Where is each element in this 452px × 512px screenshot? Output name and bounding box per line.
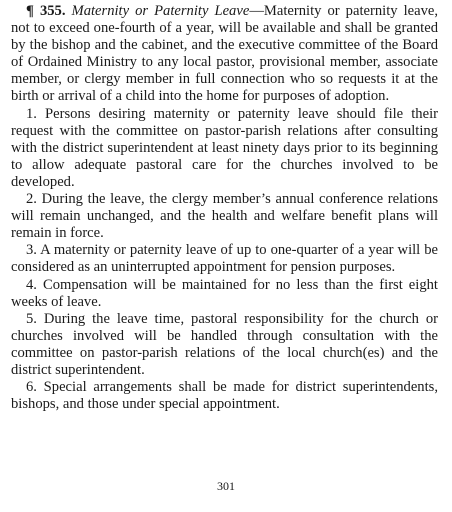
paragraph-intro: Maternity or paternity leave, not to exceed one-fourth of a year, will be available and shall be granted by the bishop and the cabinet, and the executive committee of the Board of Ordained Ministry to any local pastor, provisional member, associate member, or clergy member in full connection who so requests it at the birth or arrival of a child into the home for purposes of adoption. [11, 3, 439, 105]
list-item-1: 1. Persons desiring maternity or paternity leave should file their request with the committee on pastor-parish relations after consulting with the district superintendent at least ninety days prior to its beginning to allow adequate pastoral care for the churches involved to be developed. [11, 105, 438, 190]
section-paragraph [11, 3, 438, 106]
list-item-4: 4. Compensation will be maintained for no less than the first eight weeks of leave. [11, 276, 438, 310]
list-item-5: 5. During the leave time, pastoral responsibility for the church or churches involved will be handled through consultation with the committee on pastor-parish relations of the local church(es) and the district superintendent. [11, 310, 438, 378]
title-dash: — [249, 3, 264, 19]
paragraph-mark: ¶ [26, 3, 34, 19]
page-number: 301 [217, 479, 235, 493]
page-body [11, 3, 438, 413]
paragraph-number: 355. [39, 3, 66, 19]
list-item-2: 2. During the leave, the clergy member’s annual conference relations will remain unchanged, and the health and welfare benefit plans will remain in force. [11, 191, 438, 242]
paragraph-title: Maternity or Paternity Leave [71, 3, 250, 19]
list-item-6: 6. Special arrangements shall be made for district superintendents, bishops, and those under special appointment. [11, 379, 438, 413]
list-item-3: 3. A maternity or paternity leave of up to one-quarter of a year will be considered as an uninterrupted appointment for pension purposes. [11, 242, 438, 276]
